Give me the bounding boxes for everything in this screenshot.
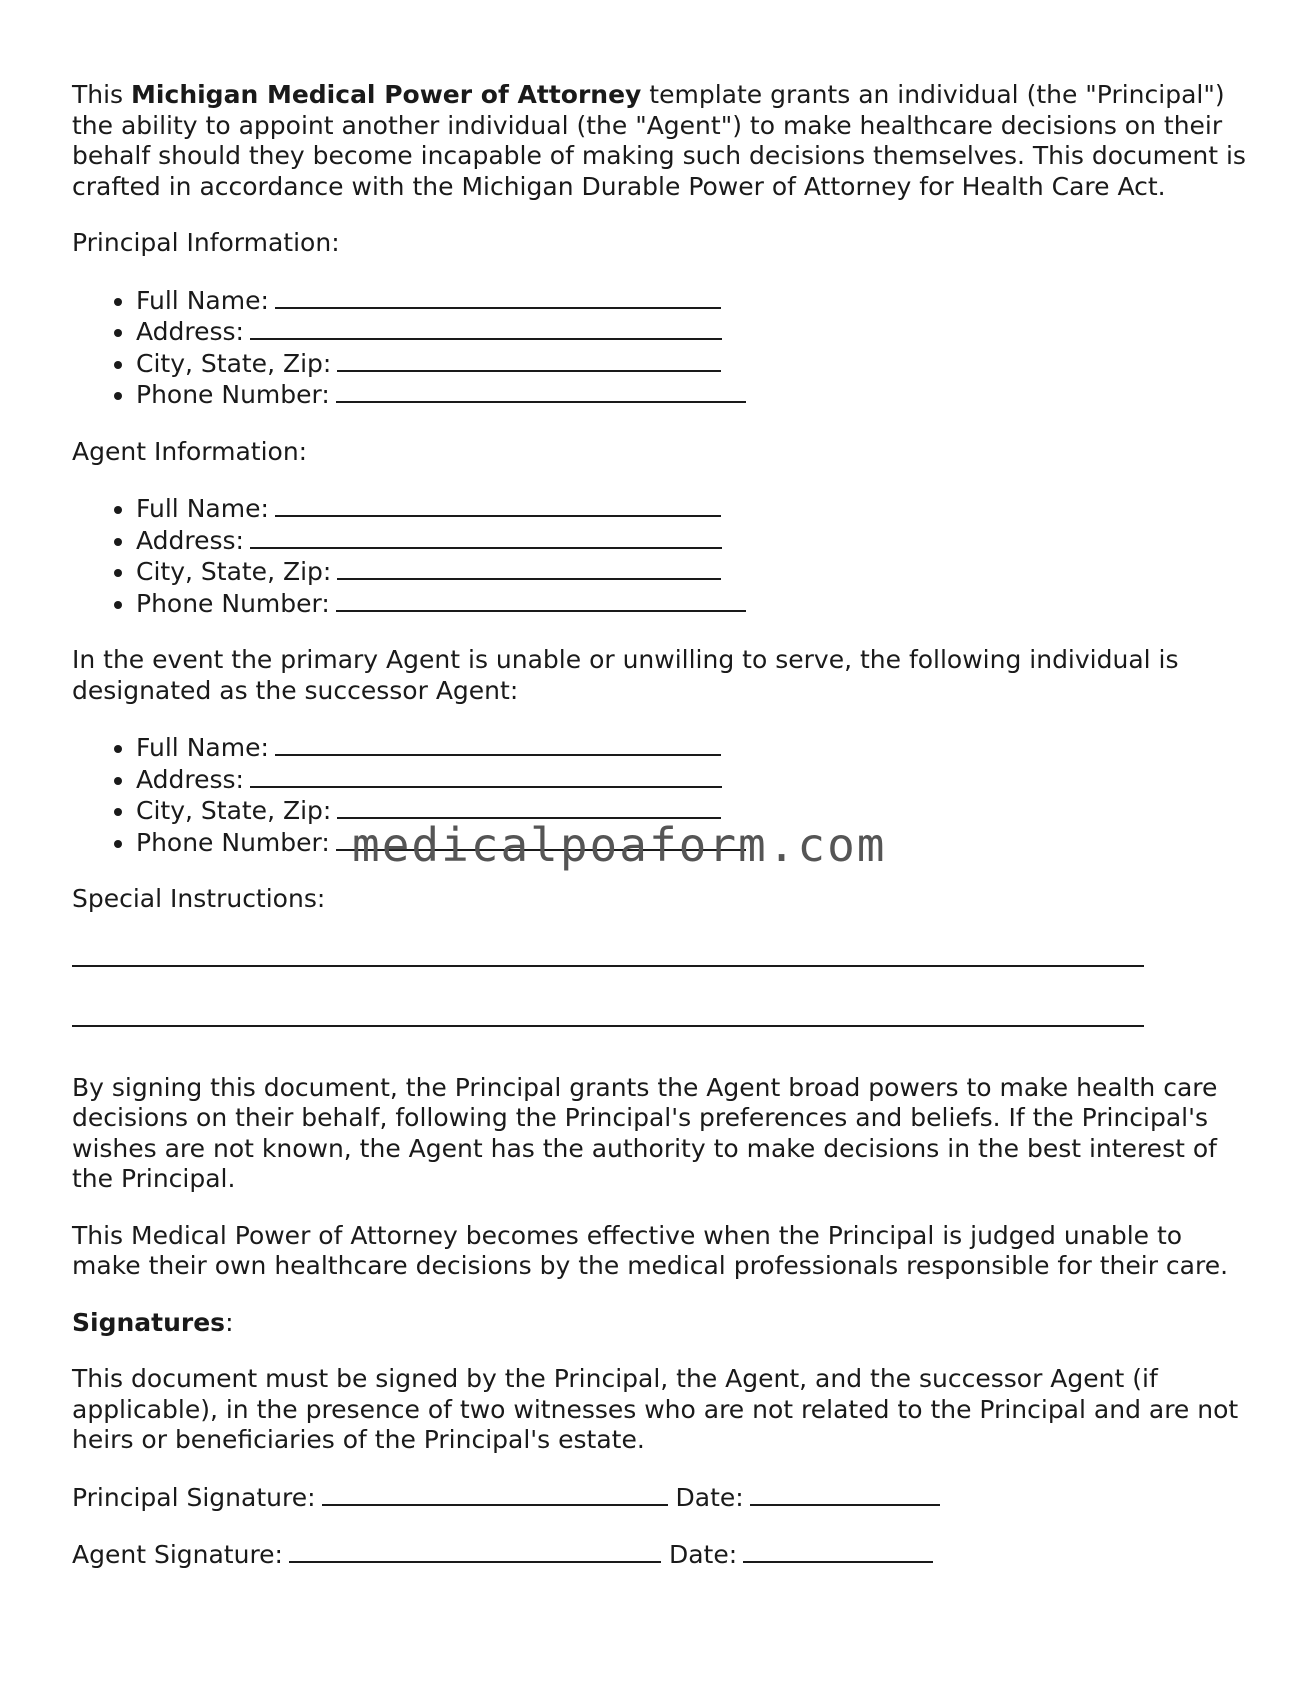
principal-signature-label: Principal Signature: bbox=[72, 1482, 316, 1512]
effective-paragraph: This Medical Power of Attorney becomes effective when the Principal is judged unable to make their own healthcare decisions by the medical professionals responsible for their care. bbox=[72, 1220, 1229, 1280]
principal-date-field[interactable] bbox=[750, 1482, 940, 1506]
successor-city-state-zip: • City, State, Zip: bbox=[136, 795, 1252, 827]
watermark: medicalpoaform.com bbox=[352, 818, 887, 872]
principal-heading: Principal Information: bbox=[72, 228, 340, 257]
special-instructions-line-1[interactable] bbox=[72, 965, 1144, 967]
agent-fields bbox=[72, 493, 1252, 619]
intro-paragraph: This Michigan Medical Power of Attorney template grants an individual (the "Principal") the ability to appoint another individual (the "Agent") to make healthcare decisions on their behalf should they become incapable of making such decisions themselves. This document is crafted in accordance with the Michigan Durable Power of Attorney for Health Care Act. bbox=[72, 80, 1246, 201]
powers-paragraph: By signing this document, the Principal grants the Agent broad powers to make health care decisions on their behalf, following the Principal's preferences and beliefs. If the Principal's wishes are not known, the Agent has the authority to make decisions in the best interest of the Principal. bbox=[72, 1072, 1218, 1193]
principal-signature-field[interactable] bbox=[322, 1482, 668, 1506]
signatures-heading: Signatures: bbox=[72, 1307, 234, 1337]
agent-full-name: • Full Name: bbox=[136, 493, 1252, 525]
signatures-instructions: This document must be signed by the Principal, the Agent, and the successor Agent (if applicable), in the presence of two witnesses who are not related to the Principal and are not heirs or beneficiaries of the Principal's estate. bbox=[72, 1364, 1239, 1454]
agent-full-name-field[interactable] bbox=[275, 493, 721, 517]
principal-date-label: Date: bbox=[675, 1482, 744, 1512]
agent-signature-row bbox=[72, 1539, 1252, 1571]
successor-full-name-field[interactable] bbox=[275, 732, 721, 756]
successor-phone: • Phone Number: bbox=[136, 827, 1252, 859]
agent-city-state-zip: • City, State, Zip: bbox=[136, 556, 1252, 588]
agent-phone: • Phone Number: bbox=[136, 588, 1252, 620]
principal-full-name: • Full Name: bbox=[136, 285, 1252, 317]
successor-heading: In the event the primary Agent is unable or unwilling to serve, the following individual is designated as the successor Agent: bbox=[72, 645, 1179, 705]
agent-address: • Address: bbox=[136, 525, 1252, 557]
agent-city-state-zip-field[interactable] bbox=[337, 556, 721, 580]
agent-date-field[interactable] bbox=[743, 1539, 933, 1563]
principal-city-state-zip: • City, State, Zip: bbox=[136, 348, 1252, 380]
special-instructions-heading: Special Instructions: bbox=[72, 884, 326, 913]
agent-signature-field[interactable] bbox=[289, 1539, 661, 1563]
principal-full-name-field[interactable] bbox=[275, 285, 721, 309]
agent-date-label: Date: bbox=[668, 1540, 738, 1569]
document-title: Michigan Medical Power of Attorney bbox=[131, 80, 642, 109]
principal-fields bbox=[72, 285, 1252, 411]
principal-phone-field[interactable] bbox=[336, 379, 746, 403]
agent-address-field[interactable] bbox=[250, 525, 722, 549]
principal-address-field[interactable] bbox=[250, 316, 722, 340]
principal-phone: • Phone Number: bbox=[136, 379, 1252, 411]
successor-full-name: • Full Name: bbox=[136, 732, 1252, 764]
agent-signature-label: Agent Signature: bbox=[72, 1540, 283, 1569]
agent-heading: Agent Information: bbox=[72, 436, 308, 466]
agent-phone-field[interactable] bbox=[336, 588, 746, 612]
principal-signature-row bbox=[72, 1482, 1252, 1514]
successor-address-field[interactable] bbox=[250, 764, 722, 788]
principal-city-state-zip-field[interactable] bbox=[337, 348, 721, 372]
principal-address: • Address: bbox=[136, 316, 1252, 348]
successor-address: • Address: bbox=[136, 764, 1252, 796]
special-instructions-line-2[interactable] bbox=[72, 1025, 1144, 1027]
successor-city-state-zip-field[interactable] bbox=[337, 795, 721, 819]
